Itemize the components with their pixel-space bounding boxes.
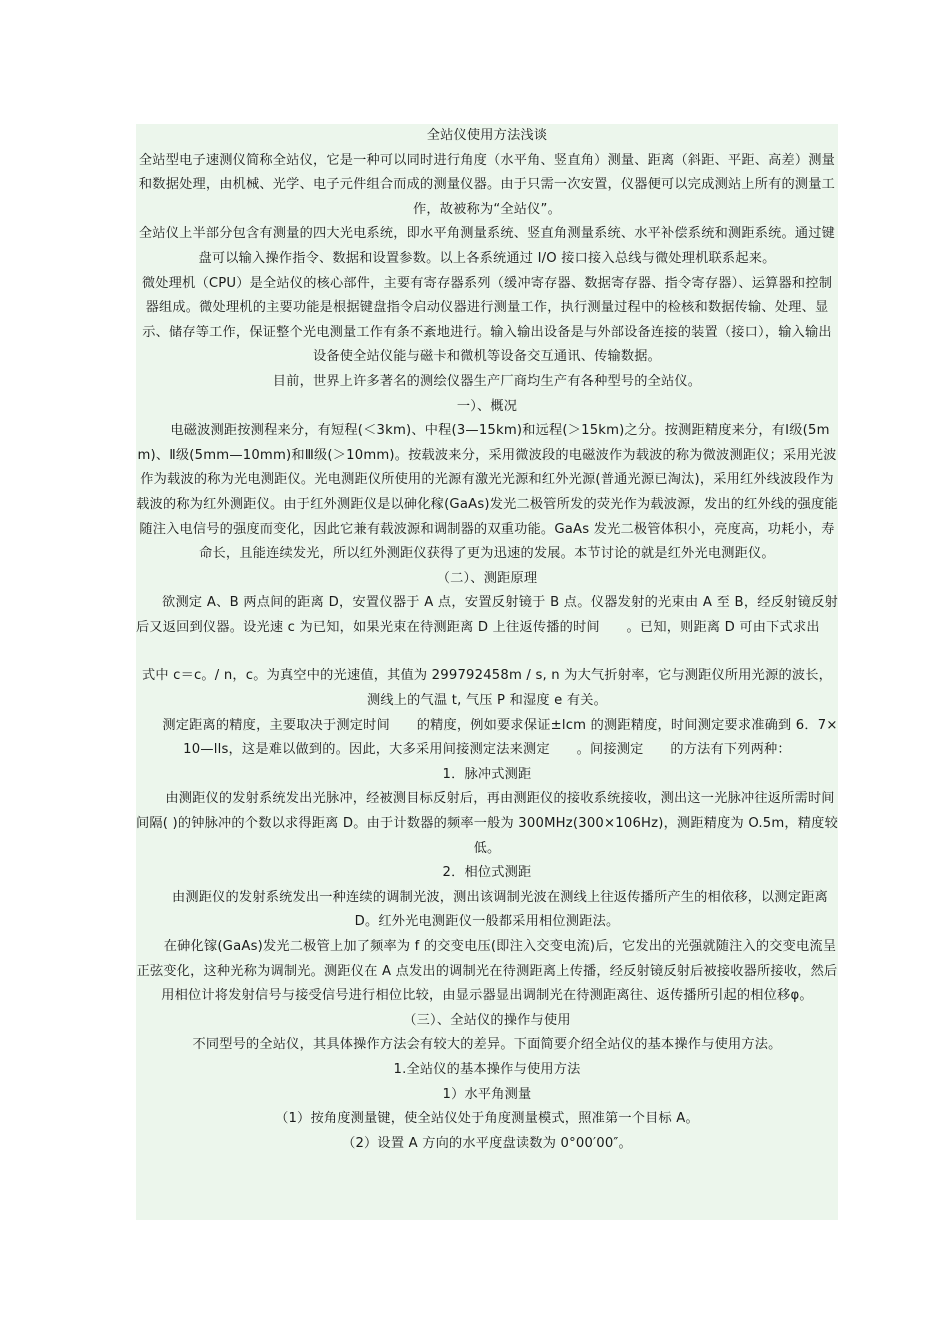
paragraph-phase: 由测距仪的发射系统发出一种连续的调制光波，测出该调制光波在测线上往返传播所产生的相依移，以测定距离 D。红外光电测距仪一般都采用相位测距法。 xyxy=(172,889,828,930)
paragraph-edm: 电磁波测距按测程来分，有短程(＜3km)、中程(3—15km)和远程(＞15km)之分。按测距精度来分，有Ⅰ级(5mm)、Ⅱ级(5mm—10mm)和Ⅲ级(＞10mm)。按载波来分，采用微波段的电磁波作为载波的称为微波测距仪；采用光波作为载波的称为光电测距仪。光电测距仪所使用的光源有激光光源和红外光源(普通光源已淘汰)，采用红外线波段作为载波的称为红外测距仪。由于红外测距仪是以砷化稼(GaAs)发光二极管所发的荧光作为载波源，发出的红外线的强度能随注入电信号的强度而变化，因此它兼有载波源和调制器的双重功能。GaAs 发光二极管体积小，亮度高，功耗小，寿命长，且能连续发光，所以红外测距仪获得了更为迅速的发展。本节讨论的就是红外光电测距仪。 xyxy=(136,423,838,562)
formula-gap xyxy=(136,640,838,664)
paragraph-cpu: 微处理机（CPU）是全站仪的核心部件，主要有寄存器系列（缓冲寄存器、数据寄存器、指令寄存器）、运算器和控制器组成。微处理机的主要功能是根据键盘指令启动仪器进行测量工作，执行测量过程中的检核和数据传输、处理、显示、储存等工作，保证整个光电测量工作有条不紊地进行。输入输出设备是与外部设备连接的装置（接口），输入输出设备使全站仪能与磁卡和微机等设备交互通讯、传输数据。 xyxy=(141,275,833,365)
paragraph-operation-intro: 不同型号的全站仪，其具体操作方法会有较大的差异。下面简要介绍全站仪的基本操作与使用方法。 xyxy=(192,1037,782,1053)
step-2: （2）设置 A 方向的水平度盘读数为 0°00′00″。 xyxy=(342,1135,632,1151)
paragraph-structure: 全站仪上半部分包含有测量的四大光电系统，即水平角测量系统、竖直角测量系统、水平补偿系统和测距系统。通过键盘可以输入操作指令、数据和设置参数。以上各系统通过 I/O 接口接入总线与微处理机联系起来。 xyxy=(138,226,836,266)
step-1: （1）按角度测量键，使全站仪处于角度测量模式，照准第一个目标 A。 xyxy=(275,1111,699,1127)
paragraph-intro: 全站型电子速测仪简称全站仪，它是一种可以同时进行角度（水平角、竖直角）测量、距离（斜距、平距、高差）测量和数据处理，由机械、光学、电子元件组合而成的测量仪器。由于只需一次安置，仪器便可以完成测站上所有的测量工作，故被称为“全站仪”。 xyxy=(138,152,836,217)
heading-principle: （二）、测距原理 xyxy=(436,570,538,586)
paragraph-gaas: 在砷化镓(GaAs)发光二极管上加了频率为 f 的交变电压(即注入交变电流)后，它发出的光强就随注入的交变电流呈正弦变化，这种光称为调制光。测距仪在 A 点发出的调制光在待测距离上传播，经反射镜反射后被接收器所接收，然后用相位计将发射信号与接受信号进行相位比较，由显示器显出调制光在待测距离往、返传播所引起的相位移φ。 xyxy=(136,939,838,1004)
paragraph-speed-of-light: 式中 c＝c。/ n，c。为真空中的光速值，其值为 299792458m / s, n 为大气折射率，它与测距仪所用光源的波长，测线上的气温 t, 气压 P 和湿度 e 有关。 xyxy=(141,668,833,709)
heading-basic-operation: 1.全站仪的基本操作与使用方法 xyxy=(393,1061,581,1077)
heading-operation: （三）、全站仪的操作与使用 xyxy=(403,1012,571,1028)
heading-pulse: 1．脉冲式测距 xyxy=(442,766,532,782)
heading-horizontal-angle: 1）水平角测量 xyxy=(442,1086,532,1102)
paragraph-pulse: 由测距仪的发射系统发出光脉冲，经被测目标反射后，再由测距仪的接收系统接收，测出这一光脉冲往返所需时间间隔( )的钟脉冲的个数以求得距离 D。由于计数器的频率一般为 300MHz(300×106Hz)，测距精度为 O.5m，精度较低。 xyxy=(136,791,838,856)
document-title: 全站仪使用方法浅谈 xyxy=(426,128,548,143)
heading-overview: 一）、概况 xyxy=(456,398,518,414)
paragraph-manufacturers: 目前，世界上许多著名的测绘仪器生产厂商均生产有各种型号的全站仪。 xyxy=(272,373,702,389)
paragraph-precision: 测定距离的精度，主要取决于测定时间 的精度，例如要求保证±lcm 的测距精度，时间测定要求准确到 6．7×10—lls，这是难以做到的。因此，大多采用间接测定法来测定 。间接测定 的方法有下列两种： xyxy=(162,717,838,758)
document-page xyxy=(136,124,838,1220)
heading-phase: 2．相位式测距 xyxy=(442,865,532,881)
paragraph-principle: 欲测定 A、B 两点间的距离 D，安置仪器于 A 点，安置反射镜于 B 点。仪器发射的光束由 A 至 B，经反射镜反射后又返回到仪器。设光速 c 为已知，如果光束在待测距离 D 上往返传播的时间 。已知，则距离 D 可由下式求出 xyxy=(136,595,838,635)
